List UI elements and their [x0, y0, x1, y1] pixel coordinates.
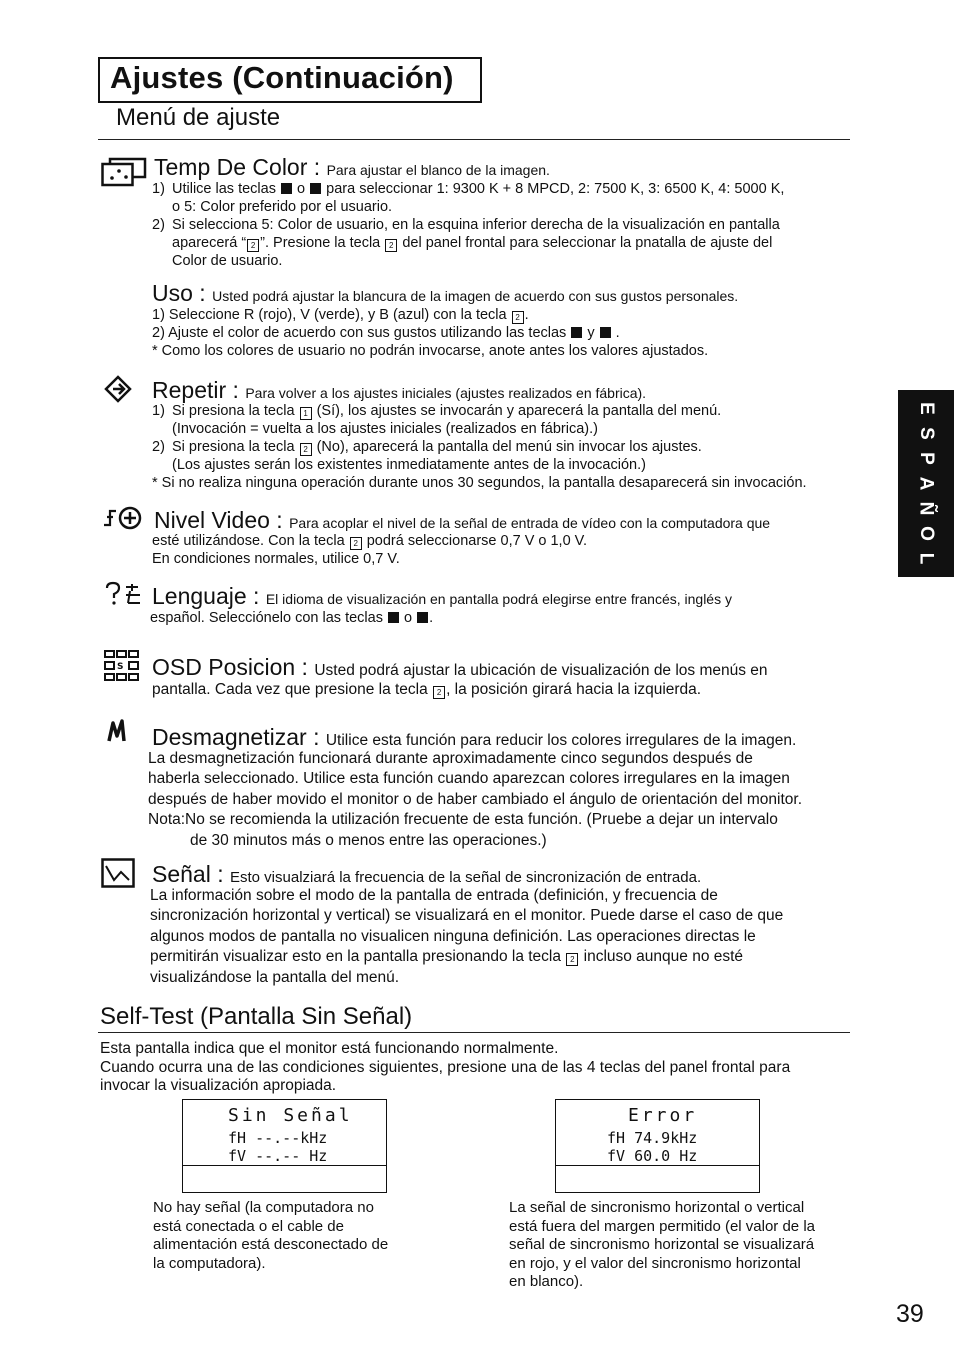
lenguaje-body: español. Selecciónelo con las teclas o .: [150, 610, 434, 626]
right-key-icon: [310, 183, 321, 194]
error-fh: fH 74.9kHz: [607, 1129, 698, 1147]
tab-letter: L: [915, 552, 937, 565]
error-note: La señal de sincronismo horizontal o vertical está fuera del margen permitido (el valor de la señal de sincronismo horizontal se visualizará en rojo, y el valor del sincronismo horizontal en blanco).: [509, 1199, 815, 1291]
no-signal-screen-title: Sin Señal: [228, 1105, 353, 1126]
key-2-icon: 2: [385, 239, 397, 252]
tab-letter: O: [915, 526, 937, 541]
tab-letter: P: [915, 452, 937, 465]
key-1-icon: 1: [300, 407, 312, 420]
no-signal-fv: fV --.-- Hz: [228, 1147, 328, 1165]
key-2-icon: 2: [566, 953, 578, 966]
no-signal-fh: fH --.--kHz: [228, 1129, 328, 1147]
tab-letter: S: [915, 427, 937, 440]
left-key-icon: [571, 327, 582, 338]
no-signal-note: No hay señal (la computadora no está conectada o el cable de alimentación está desconectado de la computadora).: [153, 1199, 389, 1272]
lenguaje-heading: Lenguaje : El idioma de visualización en pantalla podrá elegirse entre francés, inglés y: [152, 583, 732, 609]
degauss-heading: Desmagnetizar : Utilice esta función para reducir los colores irregulares de la imagen.: [152, 724, 797, 750]
language-tab: [898, 390, 954, 577]
page-title: Ajustes (Continuación): [110, 60, 454, 95]
key-2-icon: 2: [300, 443, 312, 456]
temp-color-body: 1) Utilice las teclas o para seleccionar 1: 9300 K + 8 MPCD, 2: 7500 K, 3: 6500 K, 4: 5000 K, o 5: Color preferido por el usuario. 2) Si selecciona 5: Color de usuario, en la esquina inferior derecha de la visualización en pantalla aparecerá “ 2 ”. Presione la tecla 2 del panel frontal para seleccionar la pnatalla de ajuste del Color de usuario.: [152, 181, 785, 269]
osd-position-heading: OSD Posicion : Usted podrá ajustar la ubicación de visualización de los menús en: [152, 654, 768, 680]
osd-position-desc: Usted podrá ajustar la ubicación de visualización de los menús en: [314, 662, 768, 679]
error-screen-title: Error: [628, 1105, 698, 1126]
selftest-body: Esta pantalla indica que el monitor está funcionando normalmente. Cuando ocurra una de las condiciones siguientes, presione una de las 4 teclas del panel frontal para invocar la visualización apropiada.: [100, 1040, 791, 1094]
page-number: 39: [896, 1300, 924, 1328]
signal-desc: Esto visualziará la frecuencia de la señal de sincronización de entrada.: [230, 869, 702, 886]
uso-heading: Uso : Usted podrá ajustar la blancura de la imagen de acuerdo con sus gustos personales.: [152, 280, 739, 306]
page-subtitle: Menú de ajuste: [116, 104, 281, 131]
tab-letter: Ñ: [915, 501, 937, 516]
language-icon: [104, 581, 144, 607]
repetir-heading: Repetir : Para volver a los ajustes iniciales (ajustes realizados en fábrica).: [152, 377, 647, 403]
right-key-icon: [600, 327, 611, 338]
degauss-icon: [104, 718, 130, 744]
key-2-icon: 2: [247, 239, 259, 252]
left-key-icon: [388, 612, 399, 623]
lenguaje-desc: El idioma de visualización en pantalla podrá elegirse entre francés, inglés y: [265, 591, 732, 607]
uso-desc: Usted podrá ajustar la blancura de la imagen de acuerdo con sus gustos personales.: [212, 288, 739, 304]
nivel-video-desc: Para acoplar el nivel de la señal de entrada de vídeo con la computadora que: [289, 515, 771, 531]
temp-color-heading: Temp De Color : Para ajustar el blanco de la imagen.: [154, 154, 550, 180]
temp-color-desc: Para ajustar el blanco de la imagen.: [326, 162, 550, 178]
signal-icon: [101, 858, 135, 888]
osd-position-icon: [104, 650, 140, 682]
selftest-rule: [98, 1032, 850, 1033]
left-key-icon: [281, 183, 292, 194]
key-2-icon: 2: [350, 537, 362, 550]
color-temp-icon: [101, 157, 147, 187]
header-rule: [98, 139, 850, 140]
nivel-video-heading: Nivel Video : Para acoplar el nivel de la señal de entrada de vídeo con la computadora que: [154, 507, 771, 533]
selftest-heading: Self-Test (Pantalla Sin Señal): [100, 1003, 413, 1030]
signal-heading: Señal : Esto visualziará la frecuencia de la señal de sincronización de entrada.: [152, 861, 702, 887]
tab-letter: A: [915, 476, 937, 491]
signal-body: La información sobre el modo de la pantalla de entrada (definición, y frecuencia de sincronización horizontal y vertical) se visualizará en el monitor. Puede darse el caso de que algunos modos de pantalla no visualicen ninguna definición. Las operaciones directas le permitirán visualizar esto en la pantalla presionando la tecla 2 incluso aunque no esté visualizándose la pantalla del menú.: [150, 887, 784, 986]
repetir-desc: Para volver a los ajustes iniciales (ajustes realizados en fábrica).: [245, 385, 647, 401]
svg-text:S: S: [117, 662, 124, 672]
error-fv: fV 60.0 Hz: [607, 1147, 698, 1165]
video-level-icon: [102, 505, 144, 531]
degauss-desc: Utilice esta función para reducir los colores irregulares de la imagen.: [325, 732, 797, 749]
nivel-video-body: esté utilizándose. Con la tecla 2 podrá seleccionarse 0,7 V o 1,0 V. En condiciones normales, utilice 0,7 V.: [152, 533, 588, 567]
tab-letter: E: [915, 402, 937, 415]
degauss-body: La desmagnetización funcionará durante aproximadamente cinco segundos después de haberla seleccionado. Utilice esta función cuando aparezcan colores irregulares en la imagen después de haber movido el monitor o de haber cambiado el ángulo de orientación del monitor. Nota:No se recomienda la utilización frecuente de esta función. (Pruebe a dejar un intervalo de 30 minutos más o menos entre las operaciones.): [148, 750, 803, 849]
repetir-body: 1) Si presiona la tecla 1 (Sí), los ajustes se invocarán y aparecerá la pantalla del menú. (Invocación = vuelta a los ajustes iniciales (realizados en fábrica).) 2) Si presiona la tecla 2 (No), aparecerá la pantalla del menú sin invocar los ajustes. (Los ajustes serán los existentes inmediatamente antes de la invocación.) * Si no realiza ninguna operación durante unos 30 segundos, la pantalla desaparecerá sin invocación.: [152, 403, 807, 491]
recall-icon: [103, 374, 133, 404]
uso-body: 1) Seleccione R (rojo), V (verde), y B (azul) con la tecla 2 . 2) Ajuste el color de acuerdo con sus gustos utilizando las teclas y . * Como los colores de usuario no podrán invocarse, anote antes los valores ajustados.: [152, 307, 709, 359]
key-2-icon: 2: [512, 311, 524, 324]
key-2-icon: 2: [433, 686, 445, 699]
right-key-icon: [417, 612, 428, 623]
osd-position-body: pantalla. Cada vez que presione la tecla 2 , la posición girará hacia la izquierda.: [152, 681, 702, 698]
